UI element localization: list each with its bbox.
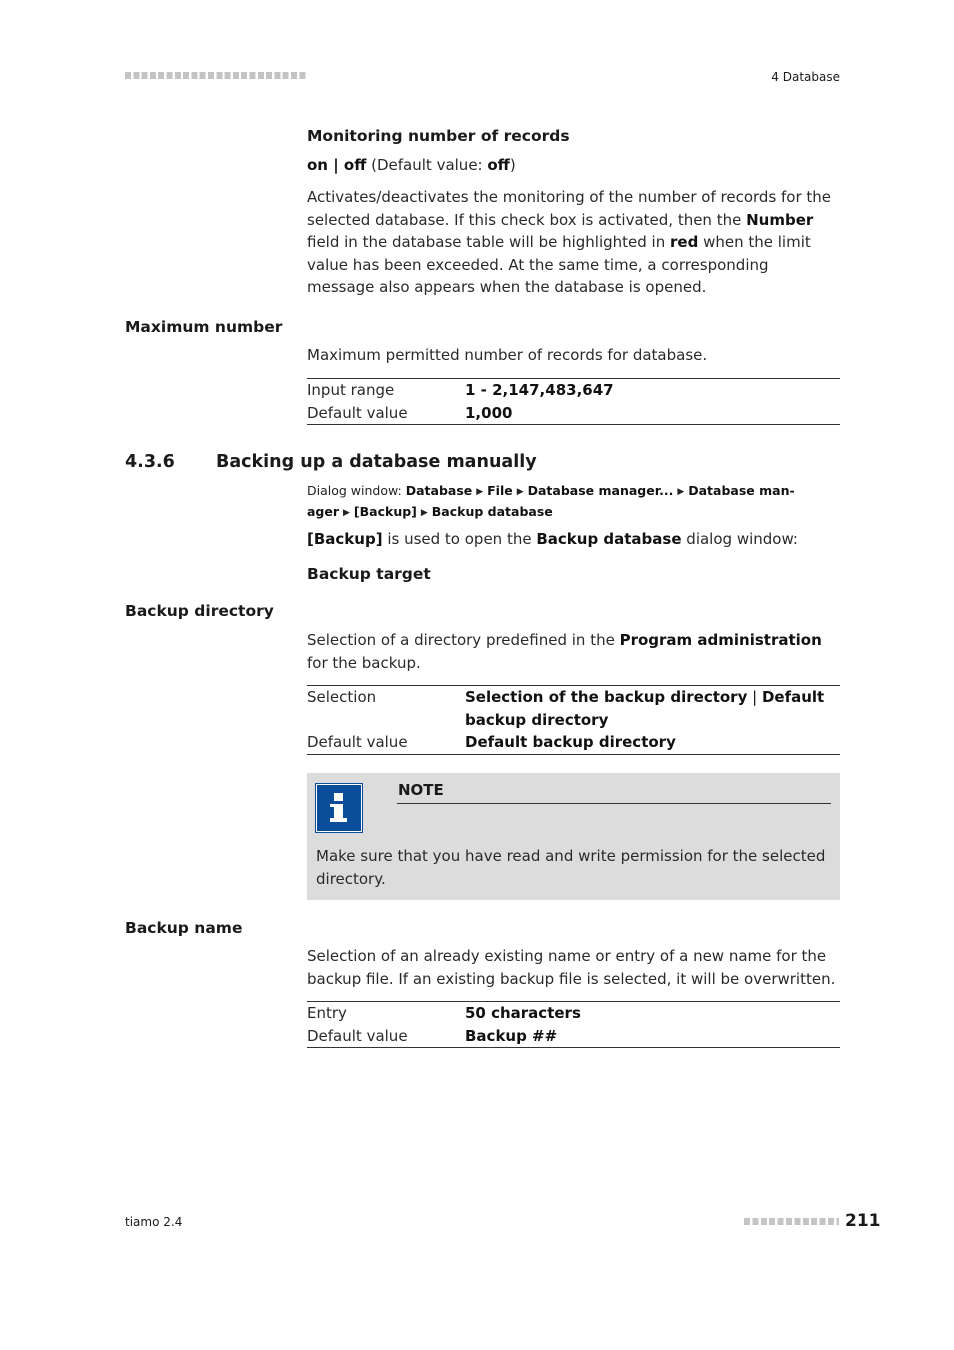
table-row bbox=[307, 379, 840, 402]
path-arrow-icon: ▶ bbox=[420, 508, 428, 518]
footer-decoration bbox=[744, 1218, 839, 1225]
path-item: Backup database bbox=[431, 504, 553, 519]
table-row bbox=[307, 1025, 840, 1048]
table-row bbox=[307, 402, 840, 425]
backup-target-title: Backup target bbox=[307, 565, 431, 583]
table-value: 1 - 2,147,483,647 bbox=[465, 381, 614, 399]
table-value: Backup ## bbox=[465, 1026, 558, 1045]
backup-directory-desc-bold: Program administration bbox=[619, 631, 822, 649]
intro-text bbox=[307, 528, 798, 551]
monitoring-default-prefix: (Default value: bbox=[366, 156, 488, 174]
selection-separator: | bbox=[747, 688, 762, 706]
table-key: Default value bbox=[307, 733, 408, 751]
table-row bbox=[307, 731, 840, 754]
path-item: Database manager... bbox=[527, 483, 674, 498]
footer-product: tiamo 2.4 bbox=[125, 1215, 183, 1229]
table-row bbox=[307, 1002, 840, 1025]
section-title: Backing up a database manually bbox=[216, 452, 537, 472]
table-key: Entry bbox=[307, 1004, 347, 1022]
path-arrow-icon: ▶ bbox=[343, 508, 350, 518]
maximum-number-label: Maximum number bbox=[125, 318, 283, 336]
selection-option: Default backup directory bbox=[465, 688, 825, 729]
path-prefix: Dialog window: bbox=[307, 483, 406, 498]
note-box bbox=[307, 773, 840, 900]
monitoring-desc-red: red bbox=[670, 233, 699, 251]
backup-directory-desc-part: for the backup. bbox=[307, 653, 421, 672]
table-value: Default backup directory bbox=[465, 733, 676, 751]
maximum-number-description: Maximum permitted number of records for database. bbox=[307, 346, 708, 364]
table-key: Default value bbox=[307, 403, 408, 422]
table-value: 1,000 bbox=[465, 403, 513, 422]
path-arrow-icon: ▶ bbox=[516, 487, 524, 497]
table-key: Selection bbox=[307, 688, 377, 706]
selection-option: Selection of the backup directory bbox=[465, 688, 748, 706]
backup-name-table bbox=[307, 1001, 840, 1048]
monitoring-desc-number: Number bbox=[746, 210, 814, 229]
note-title: NOTE bbox=[398, 781, 444, 799]
intro-dialog-ref: Backup database bbox=[536, 530, 682, 548]
backup-directory-description bbox=[307, 629, 840, 674]
path-item: Database man- bbox=[688, 483, 795, 498]
monitoring-title: Monitoring number of records bbox=[307, 127, 570, 145]
maximum-number-table bbox=[307, 378, 840, 425]
table-key: Input range bbox=[307, 381, 395, 399]
page-number: 211 bbox=[845, 1211, 881, 1231]
backup-name-label: Backup name bbox=[125, 919, 243, 937]
header-decoration bbox=[125, 72, 307, 79]
path-item: [Backup] bbox=[353, 504, 417, 519]
table-value: 50 characters bbox=[465, 1004, 581, 1022]
monitoring-description bbox=[307, 186, 840, 299]
path-item: File bbox=[487, 483, 513, 498]
section-number: 4.3.6 bbox=[125, 452, 175, 472]
monitoring-default-suffix: ) bbox=[509, 156, 516, 174]
monitoring-default-value: off bbox=[487, 156, 510, 174]
intro-part: is used to open the bbox=[382, 530, 537, 548]
note-text: Make sure that you have read and write permission for the selected directory. bbox=[316, 847, 826, 888]
path-arrow-icon: ▶ bbox=[677, 487, 685, 497]
dialog-path bbox=[307, 481, 807, 523]
backup-directory-desc-part: Selection of a directory predefined in the bbox=[307, 631, 620, 649]
backup-name-description: Selection of an already existing name or entry of a new name for the backup file. If an existing backup file is selected, it will be overwritten. bbox=[307, 947, 836, 988]
monitoring-desc-part: field in the database table will be highlighted in bbox=[307, 233, 670, 251]
table-row bbox=[307, 686, 840, 731]
header-section-title: 4 Database bbox=[771, 70, 840, 84]
info-icon bbox=[316, 784, 362, 832]
path-arrow-icon: ▶ bbox=[476, 487, 484, 497]
intro-part: dialog window: bbox=[681, 530, 798, 548]
note-divider bbox=[397, 803, 831, 804]
table-value bbox=[465, 686, 840, 731]
table-key: Default value bbox=[307, 1026, 408, 1045]
monitoring-options bbox=[307, 154, 516, 177]
monitoring-on-off: on | off bbox=[307, 156, 367, 174]
backup-directory-label: Backup directory bbox=[125, 602, 274, 620]
intro-backup-button-ref: [Backup] bbox=[307, 530, 383, 548]
monitoring-desc-part: when the limit value has been exceeded. At the same time, a corresponding message also appears when the database is opened. bbox=[307, 233, 811, 296]
path-item: Database bbox=[405, 483, 473, 498]
path-item: ager bbox=[307, 504, 340, 519]
monitoring-desc-part: Activates/deactivates the monitoring of the number of records for the selected database. If this check box is activated, then the bbox=[307, 188, 832, 229]
backup-directory-table bbox=[307, 685, 840, 755]
